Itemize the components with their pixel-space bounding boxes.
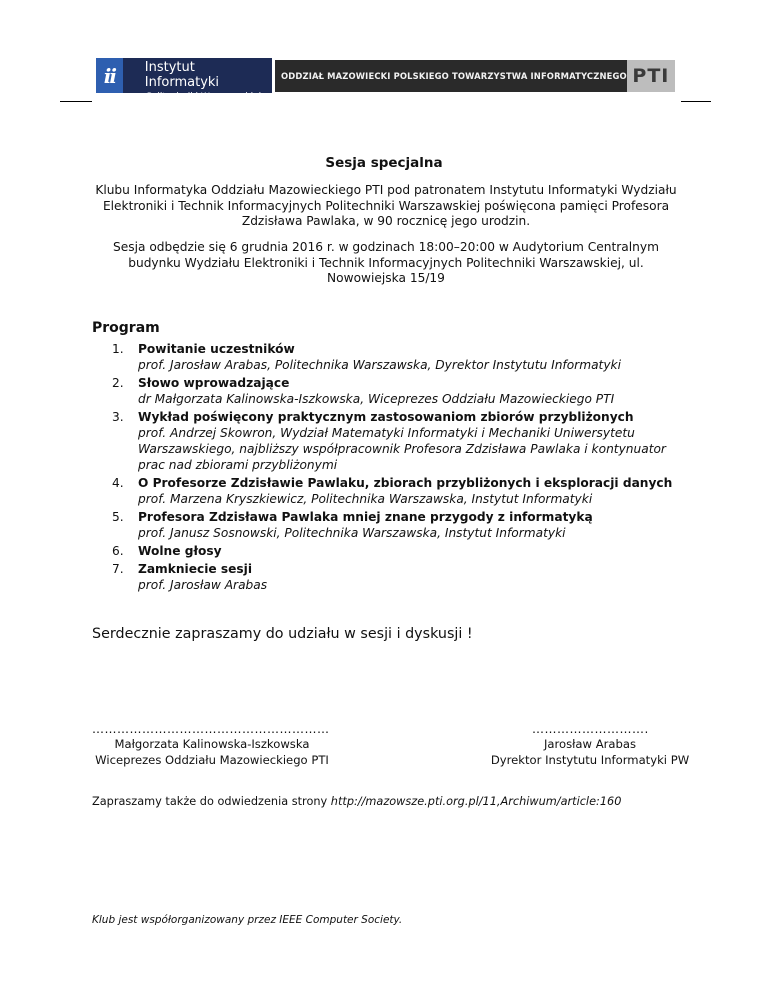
invitation-text: Serdecznie zapraszamy do udziału w sesji i dyskusji ! [92, 626, 473, 642]
program-item-title: Powitanie uczestników [138, 342, 295, 356]
institute-logo-line2: Politechniki Warszawskiej [146, 92, 262, 102]
program-item-number: 1. [112, 342, 124, 356]
archive-link[interactable]: http://mazowsze.pti.org.pl/11,Archiwum/article:160 [330, 795, 622, 808]
footer-note: Klub jest współorganizowany przez IEEE Computer Society. [92, 914, 403, 926]
program-item-number: 7. [112, 562, 124, 576]
program-item-speaker: prof. Jarosław Arabas [138, 578, 268, 592]
header-rule-right [681, 101, 711, 102]
signature-line-left: ………………………………………………… [92, 722, 330, 736]
program-item-number: 2. [112, 376, 124, 390]
signature-line-right: ………………………. [532, 722, 649, 736]
signature-left-name: Małgorzata Kalinowska-Iszkowska [114, 737, 310, 751]
program-item-title: Wykład poświęcony praktycznym zastosowaniom zbiorów przybliżonych [138, 410, 634, 424]
signature-left [62, 737, 362, 768]
program-item [92, 375, 692, 407]
program-item-title: Słowo wprowadzające [138, 376, 290, 390]
program-item-title: O Profesorze Zdzisławie Pawlaku, zbiorach przybliżonych i eksploracji danych [138, 476, 673, 490]
program-item-speaker: dr Małgorzata Kalinowska-Iszkowska, Wiceprezes Oddziału Mazowieckiego PTI [138, 392, 615, 406]
program-item-speaker: prof. Marzena Kryszkiewicz, Politechnika Warszawska, Instytut Informatyki [138, 492, 593, 506]
program-item [92, 509, 692, 541]
program-item [92, 543, 692, 559]
program-heading: Program [92, 320, 160, 336]
signature-right-role: Dyrektor Instytutu Informatyki PW [490, 752, 690, 767]
program-item-number: 6. [112, 544, 124, 558]
program-item-title: Zamkniecie sesji [138, 562, 253, 576]
signature-left-role: Wiceprezes Oddziału Mazowieckiego PTI [95, 752, 329, 767]
header-rule-left [60, 101, 92, 102]
institute-logo-text [123, 58, 272, 102]
program-item [92, 475, 692, 507]
visit-text: Zapraszamy także do odwiedzenia strony [92, 795, 331, 808]
pti-logo-mark: PTI [627, 60, 675, 92]
visit-line [92, 795, 621, 808]
institute-logo [96, 58, 272, 102]
signature-right-name: Jarosław Arabas [543, 737, 637, 751]
program-item-number: 5. [112, 510, 124, 524]
program-item-speaker: prof. Jarosław Arabas, Politechnika Warszawska, Dyrektor Instytutu Informatyki [138, 358, 621, 372]
pti-logo [275, 60, 675, 92]
program-item-number: 4. [112, 476, 124, 490]
program-item-title: Profesora Zdzisława Pawlaka mniej znane przygody z informatyką [138, 510, 593, 524]
program-item-speaker: prof. Andrzej Skowron, Wydział Matematyki Informatyki i Mechaniki Uniwersytetu Warszawskiego, najbliższy współpracownik Profesora Zdzisława Pawlaka i kontynuator prac nad zbiorami przybliżonymi [138, 426, 666, 472]
details-paragraph: Sesja odbędzie się 6 grudnia 2016 r. w godzinach 18:00–20:00 w Audytorium Centralnym budynku Wydziału Elektroniki i Technik Informacyjnych Politechniki Warszawskiej, ul. Nowowiejska 15/19 [113, 240, 659, 285]
pti-logo-text: ODDZIAŁ MAZOWIECKI POLSKIEGO TOWARZYSTWA INFORMATYCZNEGO [281, 71, 627, 81]
program-item [92, 341, 692, 373]
program-item-title: Wolne głosy [138, 544, 222, 558]
program-item-number: 3. [112, 410, 124, 424]
page-title: Sesja specjalna [325, 155, 443, 171]
program-item [92, 561, 692, 593]
institute-logo-line1: Instytut Informatyki [144, 60, 220, 90]
program-list [92, 341, 692, 595]
program-item [92, 409, 692, 473]
signature-right [475, 737, 705, 768]
intro-paragraph: Klubu Informatyka Oddziału Mazowieckiego PTI pod patronatem Instytutu Informatyki Wydziału Elektroniki i Technik Informacyjnych Politechniki Warszawskiej poświęcona pamięci Profesora Zdzisława Pawlaka, w 90 rocznicę jego urodzin. [95, 183, 677, 228]
ii-logo-mark: ii [96, 58, 123, 93]
program-item-speaker: prof. Janusz Sosnowski, Politechnika Warszawska, Instytut Informatyki [138, 526, 566, 540]
